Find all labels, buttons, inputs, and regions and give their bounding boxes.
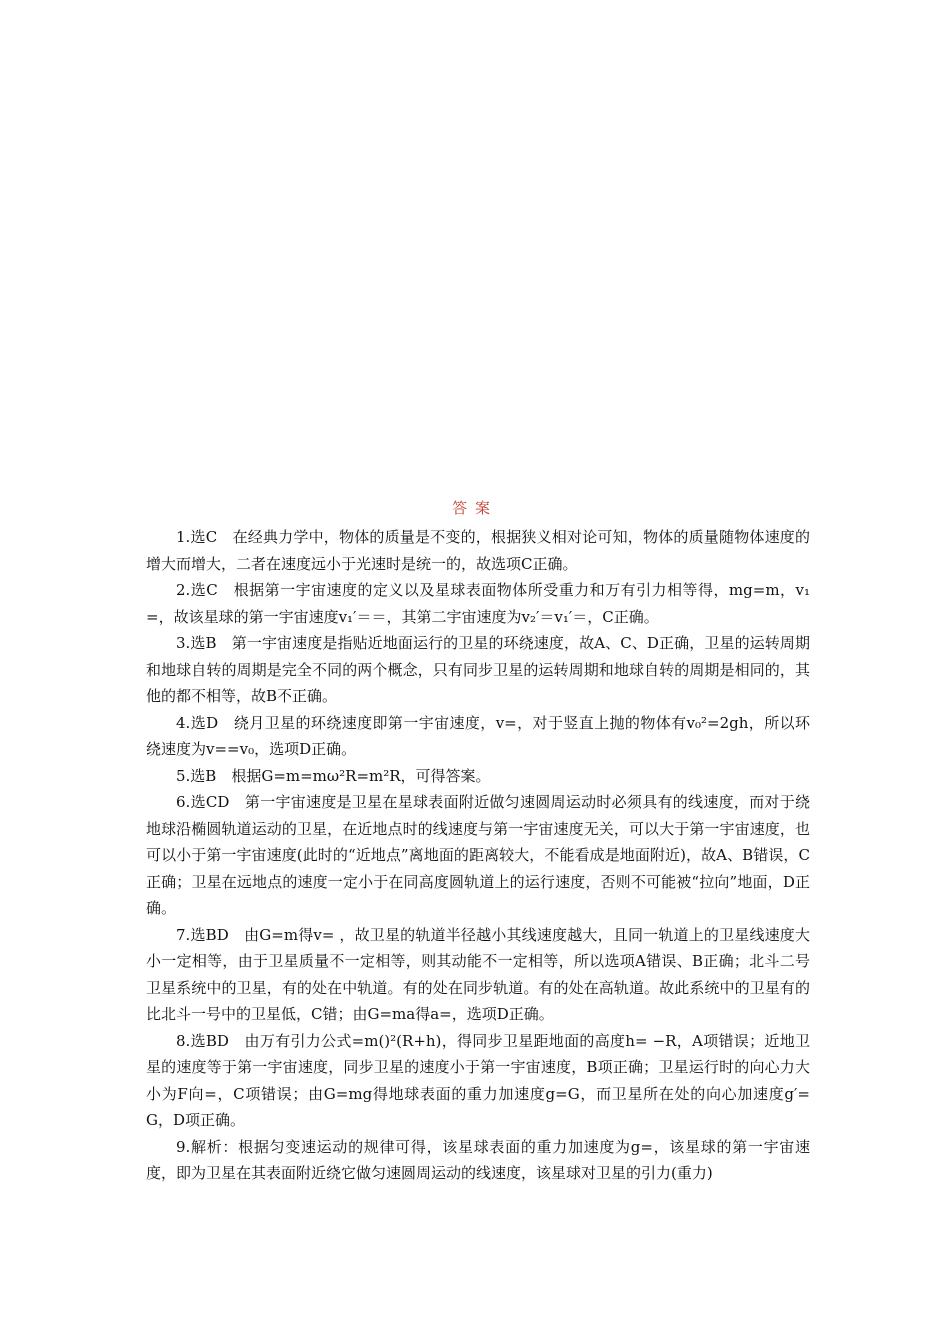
answer-item-6: 6.选CD 第一宇宙速度是卫星在星球表面附近做匀速圆周运动时必须具有的线速度，而对于绕地球沿椭圆轨道运动的卫星，在近地点时的线速度与第一宇宙速度无关，可以大于第一宇宙速度，也可以小于第一宇宙速度(此时的“近地点”离地面的距离较大，不能看成是地面附近)，故A、B错误，C正确；卫星在远地点的速度一定小于在同高度圆轨道上的运行速度，否则不可能被“拉向”地面，D正确。: [146, 793, 810, 917]
answer-item-9: 9.解析：根据匀变速运动的规律可得，该星球表面的重力加速度为g=，该星球的第一宇宙速度，即为卫星在其表面附近绕它做匀速圆周运动的线速度，该星球对卫星的引力(重力): [146, 1137, 810, 1182]
answer-item-5: 5.选B 根据G=m=mω²R=m²R，可得答案。: [176, 766, 491, 785]
answer-heading: 答案: [451, 499, 498, 517]
answer-item-7: 7.选BD 由G=m得v= ，故卫星的轨道半径越小其线速度越大，且同一轨道上的卫星线速度大小一定相等，由于卫星质量不一定相等，则其动能不一定相等，所以选项A错误、B正确；北斗二号卫星系统中的卫星，有的处在中轨道。有的处在同步轨道。有的处在高轨道。故此系统中的卫星有的比北斗一号中的卫星低，C错；由G=ma得a=，选项D正确。: [146, 925, 810, 1023]
answer-list: [146, 524, 810, 1187]
answer-item-1: 1.选C 在经典力学中，物体的质量是不变的，根据狭义相对论可知，物体的质量随物体速度的增大而增大，二者在速度远小于光速时是统一的，故选项C正确。: [146, 528, 810, 573]
answer-item-2: 2.选C 根据第一宇宙速度的定义以及星球表面物体所受重力和万有引力相等得，mg=m，v₁=，故该星球的第一宇宙速度v₁′＝＝，其第二宇宙速度为v₂′＝v₁′＝，C正确。: [146, 581, 810, 626]
answer-item-4: 4.选D 绕月卫星的环绕速度即第一宇宙速度，v=，对于竖直上抛的物体有v₀²=2gh，所以环绕速度为v==v₀，选项D正确。: [146, 713, 810, 758]
answer-item-3: 3.选B 第一宇宙速度是指贴近地面运行的卫星的环绕速度，故A、C、D正确，卫星的运转周期和地球自转的周期是完全不同的两个概念，只有同步卫星的运转周期和地球自转的周期是相同的，其他的都不相等，故B不正确。: [146, 634, 810, 705]
answer-item-8: 8.选BD 由万有引力公式=m()²(R+h)，得同步卫星距地面的高度h= −R，A项错误；近地卫星的速度等于第一宇宙速度，同步卫星的速度小于第一宇宙速度，B项正确；卫星运行时的向心力大小为F向=，C项错误；由G=mg得地球表面的重力加速度g=G，而卫星所在处的向心加速度g′=G，D项正确。: [146, 1031, 810, 1129]
